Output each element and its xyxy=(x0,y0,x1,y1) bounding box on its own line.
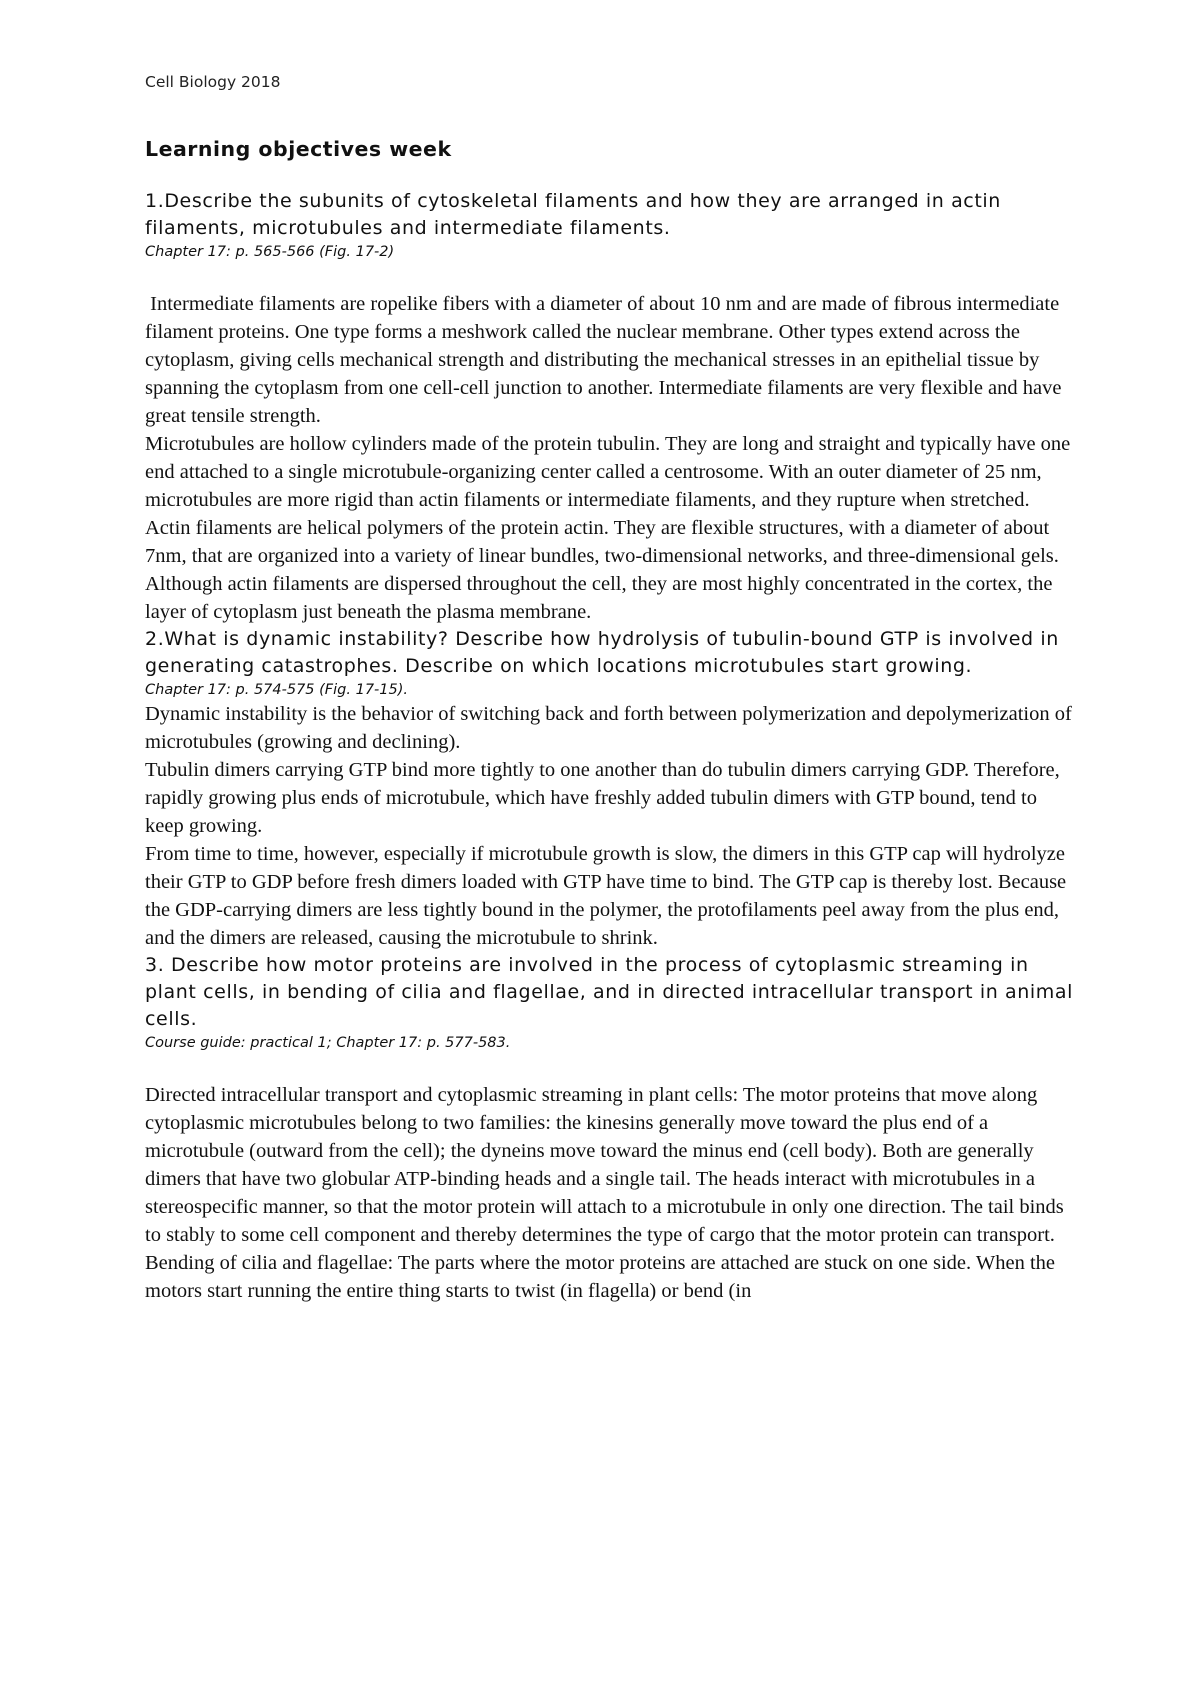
objective-section-3 xyxy=(145,952,1075,1305)
objective-question: 1.Describe the subunits of cytoskeletal filaments and how they are arranged in actin filaments, microtubules and intermediate filaments. xyxy=(145,190,1001,239)
chapter-reference: Course guide: practical 1; Chapter 17: p. 577-583. xyxy=(145,1035,511,1051)
answer-paragraph: Tubulin dimers carrying GTP bind more tightly to one another than do tubulin dimers carrying GDP. Therefore, rapidly growing plus ends of microtubule, which have freshly added tubulin dimers with GTP bound, tend to keep growing. xyxy=(145,759,1060,837)
answer-paragraph: Dynamic instability is the behavior of switching back and forth between polymerization and depolymerization of microtubules (growing and declining). xyxy=(145,703,1072,753)
answer-paragraph: Bending of cilia and flagellae: The parts where the motor proteins are attached are stuck on one side. When the motors start running the entire thing starts to twist (in flagella) or bend (in xyxy=(145,1252,1056,1302)
chapter-reference: Chapter 17: p. 565-566 (Fig. 17-2) xyxy=(145,244,395,260)
paragraph-gap xyxy=(145,1053,1075,1081)
answer-paragraph: Actin filaments are helical polymers of the protein actin. They are flexible structures, with a diameter of about 7nm, that are organized into a variety of linear bundles, two-dimensional networks, and three-dimensional gels. Although actin filaments are dispersed throughout the cell, they are most highly concentrated in the cortex, the layer of cytoplasm just beneath the plasma membrane. xyxy=(145,517,1059,623)
chapter-reference: Chapter 17: p. 574-575 (Fig. 17-15). xyxy=(145,682,408,698)
page-content xyxy=(145,72,1075,1305)
page-header: Cell Biology 2018 xyxy=(145,73,281,91)
answer-paragraph: Microtubules are hollow cylinders made of the protein tubulin. They are long and straight and typically have one end attached to a single microtubule-organizing center called a centrosome. With an outer diameter of 25 nm, microtubules are more rigid than actin filaments or intermediate filaments, and they rupture when stretched. xyxy=(145,433,1071,511)
objective-section-1 xyxy=(145,188,1075,626)
answer-paragraph: Directed intracellular transport and cytoplasmic streaming in plant cells: The motor proteins that move along cytoplasmic microtubules belong to two families: the kinesins generally move toward the plus end of a microtubule (outward from the cell); the dyneins move toward the minus end (cell body). Both are generally dimers that have two globular ATP-binding heads and a single tail. The heads interact with microtubules in a stereospecific manner, so that the motor protein will attach to a microtubule in only one direction. The tail binds to stably to some cell component and thereby determines the type of cargo that the motor protein can transport. xyxy=(145,1084,1064,1246)
document-title: Learning objectives week xyxy=(145,137,452,161)
objective-section-2 xyxy=(145,626,1075,952)
answer-paragraph: From time to time, however, especially if microtubule growth is slow, the dimers in this GTP cap will hydrolyze their GTP to GDP before fresh dimers loaded with GTP have time to bind. The GTP cap is thereby lost. Because the GDP-carrying dimers are less tightly bound in the polymer, the protofilaments peel away from the plus end, and the dimers are released, causing the microtubule to shrink. xyxy=(145,843,1067,949)
paragraph-gap xyxy=(145,262,1075,290)
objective-question: 3. Describe how motor proteins are involved in the process of cytoplasmic streaming in plant cells, in bending of cilia and flagellae, and in directed intracellular transport in animal cells. xyxy=(145,954,1074,1030)
objective-question: 2.What is dynamic instability? Describe how hydrolysis of tubulin-bound GTP is involved in generating catastrophes. Describe on which locations microtubules start growing. xyxy=(145,628,1059,677)
answer-paragraph: Intermediate filaments are ropelike fibers with a diameter of about 10 nm and are made of fibrous intermediate filament proteins. One type forms a meshwork called the nuclear membrane. Other types extend across the cytoplasm, giving cells mechanical strength and distributing the mechanical stresses in an epithelial tissue by spanning the cytoplasm from one cell-cell junction to another. Intermediate filaments are very flexible and have great tensile strength. xyxy=(145,293,1067,427)
